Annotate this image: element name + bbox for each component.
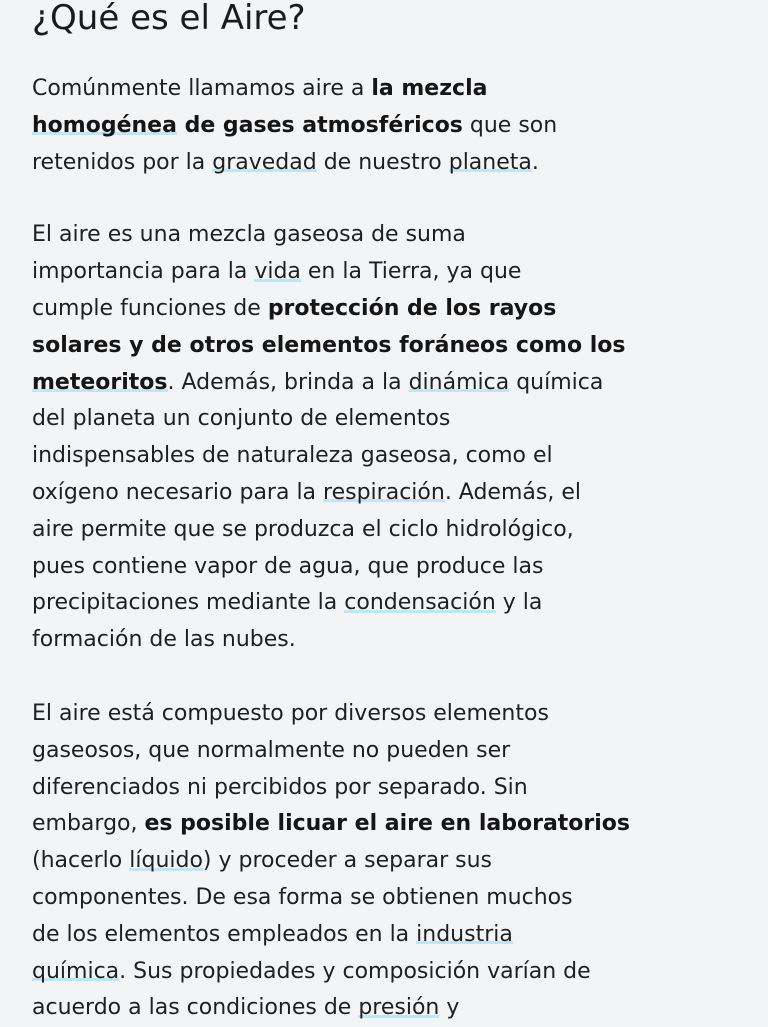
text: retenidos por la: [32, 149, 213, 175]
link-meteoritos[interactable]: meteoritos: [32, 369, 168, 395]
text: química: [509, 369, 604, 395]
text: componentes. De esa forma se obtienen muchos: [32, 884, 573, 910]
link-dinamica[interactable]: dinámica: [408, 369, 510, 395]
bold-text: de gases atmosféricos: [176, 112, 463, 138]
paragraph-1: [32, 71, 744, 181]
text: precipitaciones mediante la: [32, 590, 345, 616]
text: que son: [462, 112, 558, 138]
link-condensacion[interactable]: condensación: [344, 590, 496, 616]
text: y: [439, 995, 460, 1021]
text: de los elementos empleados en la: [32, 921, 417, 947]
article: [32, 0, 744, 1027]
link-homogenea[interactable]: homogénea: [32, 112, 177, 138]
text: . Además, brinda a la: [167, 369, 409, 395]
bold-text: es posible licuar el aire en laboratorios: [144, 811, 631, 837]
text: pues contiene vapor de agua, que produce las: [32, 553, 544, 579]
text: formación de las nubes.: [32, 627, 296, 653]
text: de nuestro: [316, 149, 449, 175]
paragraph-2: [32, 217, 744, 659]
text: .: [531, 149, 539, 175]
bold-text: solares y de otros elementos foráneos como los: [32, 332, 626, 358]
text: . Además, el: [444, 479, 581, 505]
text: Comúnmente llamamos aire a: [32, 76, 372, 101]
link-vida[interactable]: vida: [254, 259, 301, 285]
link-industria[interactable]: industria: [416, 921, 513, 947]
text: El aire está compuesto por diversos elementos: [32, 700, 549, 726]
link-respiracion[interactable]: respiración: [323, 479, 445, 505]
text: aire permite que se produzca el ciclo hidrológico,: [32, 516, 574, 542]
link-liquido[interactable]: líquido: [129, 848, 203, 874]
text: cumple funciones de: [32, 295, 268, 321]
text: del planeta un conjunto de elementos: [32, 406, 451, 432]
bold-text: [32, 113, 463, 138]
bold-text: la mezcla: [371, 76, 488, 101]
text: en la Tierra, ya que: [300, 259, 522, 285]
bold-text: [32, 370, 168, 395]
text: oxígeno necesario para la: [32, 479, 324, 505]
text: . Sus propiedades y composición varían de: [119, 958, 591, 984]
article-title: ¿Qué es el Aire?: [32, 0, 306, 38]
link-gravedad[interactable]: gravedad: [212, 149, 317, 175]
text: gaseosos, que normalmente no pueden ser: [32, 737, 511, 763]
text: ) y proceder a separar sus: [202, 848, 493, 874]
link-quimica[interactable]: química: [32, 958, 120, 984]
paragraph-3: [32, 696, 744, 1027]
text: acuerdo a las condiciones de: [32, 995, 359, 1021]
text: (hacerlo: [32, 848, 130, 874]
bold-text: protección de los rayos: [267, 295, 557, 321]
text: importancia para la: [32, 259, 255, 285]
text: y la: [495, 590, 543, 616]
link-presion[interactable]: presión: [358, 995, 440, 1021]
text: indispensables de naturaleza gaseosa, como el: [32, 443, 553, 469]
text: embargo,: [32, 811, 145, 837]
text: diferenciados ni percibidos por separado. Sin: [32, 774, 528, 800]
link-planeta[interactable]: planeta: [448, 149, 532, 175]
text: El aire es una mezcla gaseosa de suma: [32, 222, 466, 248]
